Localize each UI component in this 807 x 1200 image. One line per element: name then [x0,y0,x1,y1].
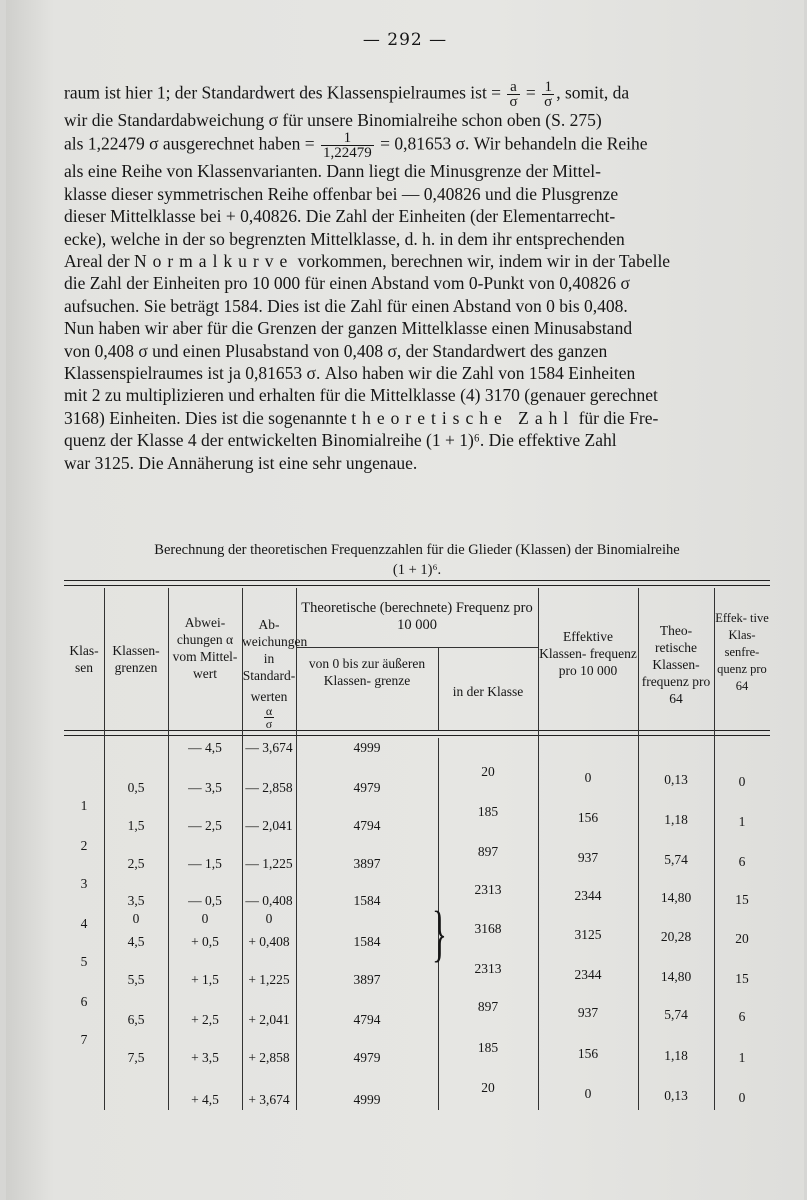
standardwert-cell: — 3,674 [245,740,293,755]
spaced-emphasis: Normalkurve [133,251,294,272]
klasse-cell: 6 [80,994,88,1009]
page-number: — 292 — [362,30,448,50]
theo64-cell: 0,13 [664,1088,688,1103]
text-line: die Zahl der Einheiten pro 10 000 für einen Abstand vom 0-Punkt von 0,40826 σ [64,273,630,294]
text-line: Nun haben wir aber für die Grenzen der ganzen Mittelklasse einen Minusabstand [64,318,633,339]
grenze-cell: 7,5 [127,1050,145,1065]
von-null-cell: 4979 [353,780,381,795]
von-null-cell: 4999 [353,1092,381,1107]
book-page [6,0,804,1200]
eff64-cell: 6 [738,854,746,869]
grenze-cell: 0 [132,911,140,926]
in-klasse-cell: 2313 [474,882,502,897]
standardwert-cell: — 2,858 [245,780,293,795]
in-klasse-cell: 20 [481,764,495,779]
grenze-cell: 0,5 [127,780,145,795]
von-null-cell: 4979 [353,1050,381,1065]
standardwert-cell: — 0,408 [245,893,293,908]
table-top-rule [64,580,770,581]
grenze-cell: 3,5 [127,893,145,908]
abweichung-cell: — 0,5 [188,893,222,908]
abweichung-cell: + 1,5 [191,972,219,987]
brace: } [432,900,447,968]
text-line: Klassenspielraumes ist ja 0,81653 σ. Also haben wir die Zahl von 1584 Einheiten [64,363,636,384]
text-line: als 1,22479 σ ausgerechnet haben = $\frac{1}{1,22479}$ = 0,81653 σ. Wir behandeln die Reihe [64,130,648,162]
fraction: $\frac{1}{\sigma}$ [544,79,553,110]
von-null-cell: 4794 [353,818,381,833]
klasse-cell: 2 [80,838,88,853]
grenze-cell: 1,5 [127,818,145,833]
standardwert-cell: + 2,041 [248,1012,290,1027]
standardwert-cell: + 3,674 [248,1092,290,1107]
abweichung-cell: + 4,5 [191,1092,219,1107]
effektiv-cell: 3125 [574,927,602,942]
text-line: von 0,408 σ und einen Plusabstand von 0,408 σ, der Standardwert des ganzen [64,340,608,361]
grenze-cell: 2,5 [127,856,145,871]
table-caption: Berechnung der theoretischen Frequenzzahlen für die Glieder (Klassen) der Binomialreihe (1 + 1)⁶. [154,542,680,578]
von-null-cell: 4794 [353,1012,381,1027]
text-line: aufsuchen. Sie beträgt 1584. Dies ist die Zahl für einen Abstand von 0 bis 0,408. [64,295,628,316]
header-theoretische-64: Theo- retische Klassen- frequenz pro 64 [641,623,711,706]
theo64-cell: 14,80 [660,969,692,984]
body-paragraph [64,80,770,474]
effektiv-cell: 156 [577,1046,599,1061]
theo64-cell: 5,74 [664,852,688,867]
text-line: war 3125. Die Annäherung ist eine sehr ungenaue. [64,452,418,473]
abweichung-cell: — 4,5 [188,740,222,755]
frequency-table [64,580,770,1110]
spaced-emphasis: theoretische Zahl [351,407,575,428]
header-effektive-64: Effek- tive Klas- senfre- quenz pro 64 [715,611,769,693]
text-line: dieser Mittelklasse bei + 0,40826. Die Zahl der Einheiten (der Elementarrecht- [64,206,616,227]
klasse-cell: 5 [80,954,88,969]
eff64-cell: 1 [738,1050,746,1065]
theo64-cell: 5,74 [664,1007,688,1022]
text-line: raum ist hier 1; der Standardwert des Klassenspielraumes ist = $\frac{a}{\sigma}$ = $\frac{1}{\sigma}$ , somit, da [64,79,630,110]
abweichung-cell: 0 [201,911,209,926]
header-theoretische: Theoretische (berechnete) Frequenz pro 10 000 [301,600,533,633]
theo64-cell: 0,13 [664,772,688,787]
table-top-rule [64,585,770,586]
theo64-cell: 14,80 [660,890,692,905]
grenze-cell: 6,5 [127,1012,145,1027]
in-klasse-cell: 3168 [474,921,502,936]
in-klasse-cell: 897 [477,844,499,859]
abweichung-cell: + 3,5 [191,1050,219,1065]
klasse-cell: 4 [80,916,88,931]
klasse-cell: 7 [80,1032,88,1047]
grenze-cell: 5,5 [127,972,145,987]
header-effektive: Effektive Klassen- frequenz pro 10 000 [539,629,637,678]
text-line: mit 2 zu multiplizieren und erhalten für die Mittelklasse (4) 3170 (genauer gerechnet [64,385,658,406]
header-bottom-rule [64,735,770,736]
effektiv-cell: 156 [577,810,599,825]
in-klasse-cell: 897 [477,999,499,1014]
eff64-cell: 20 [735,931,749,946]
standardwert-cell: + 0,408 [248,934,290,949]
in-klasse-cell: 185 [477,804,499,819]
fraction: $\frac{1}{1,22479}$ [323,130,372,162]
header-grenzen: Klassen- grenzen [112,643,160,675]
fraction: $\frac{a}{\sigma}$ [509,79,518,110]
effektiv-cell: 937 [577,850,599,865]
eff64-cell: 6 [738,1009,746,1024]
header-bottom-rule [64,730,770,731]
theo64-cell: 1,18 [664,1048,688,1063]
theo64-cell: 1,18 [664,812,688,827]
abweichung-cell: + 0,5 [191,934,219,949]
header-abweichungen: Abwei- chungen α vom Mittel- wert [172,615,238,681]
header-von-0-bis: von 0 bis zur äußeren Klassen- grenze [308,656,426,688]
effektiv-cell: 2344 [574,888,602,903]
eff64-cell: 1 [738,814,746,829]
abweichung-cell: — 1,5 [188,856,222,871]
von-null-cell: 3897 [353,972,381,987]
in-klasse-cell: 2313 [474,961,502,976]
von-null-cell: 4999 [353,740,381,755]
von-null-cell: 1584 [353,893,381,908]
klasse-cell: 1 [80,798,88,813]
von-null-cell: 3897 [353,856,381,871]
standardwert-cell: 0 [265,911,273,926]
eff64-cell: 0 [738,1090,746,1105]
effektiv-cell: 0 [584,770,592,785]
eff64-cell: 15 [735,892,749,907]
in-klasse-cell: 20 [481,1080,495,1095]
text-line: ecke), welche in der so begrenzten Mittelklasse, d. h. in dem ihr entsprechenden [64,228,625,249]
text-line: Areal der Normalkurve vorkommen, berechnen wir, indem wir in der Tabelle [64,251,671,272]
text-line: quenz der Klasse 4 der entwickelten Binomialreihe (1 + 1)⁶. Die effektive Zahl [64,430,617,451]
von-null-cell: 1584 [353,934,381,949]
header-in-der-klasse: in der Klasse [452,684,524,699]
in-klasse-cell: 185 [477,1040,499,1055]
text-line: 3168) Einheiten. Dies ist die sogenannte theoretische Zahl für die Fre- [64,407,659,428]
eff64-cell: 0 [738,774,746,789]
text-line: als eine Reihe von Klassenvarianten. Dann liegt die Minusgrenze der Mittel- [64,161,601,182]
text-line: wir die Standardabweichung σ für unsere Binomialreihe schon oben (S. 275) [64,110,602,130]
header-abw-standard: Ab- weichungen in Standard- werten $\frac{\alpha}{\sigma}$ [242,617,308,731]
standardwert-cell: — 2,041 [245,818,293,833]
theo64-cell: 20,28 [660,929,692,944]
header-klassen: Klas- sen [69,643,99,675]
text-line: klasse dieser symmetrischen Reihe offenbar bei — 0,40826 und die Plusgrenze [64,183,619,204]
klasse-cell: 3 [80,876,88,891]
effektiv-cell: 937 [577,1005,599,1020]
grenze-cell: 4,5 [127,934,145,949]
standardwert-cell: + 1,225 [248,972,290,987]
effektiv-cell: 0 [584,1086,592,1101]
group-rule [296,647,538,648]
abweichung-cell: + 2,5 [191,1012,219,1027]
abweichung-cell: — 3,5 [188,780,222,795]
effektiv-cell: 2344 [574,967,602,982]
eff64-cell: 15 [735,971,749,986]
standardwert-cell: + 2,858 [248,1050,290,1065]
standardwert-cell: — 1,225 [245,856,293,871]
abweichung-cell: — 2,5 [188,818,222,833]
